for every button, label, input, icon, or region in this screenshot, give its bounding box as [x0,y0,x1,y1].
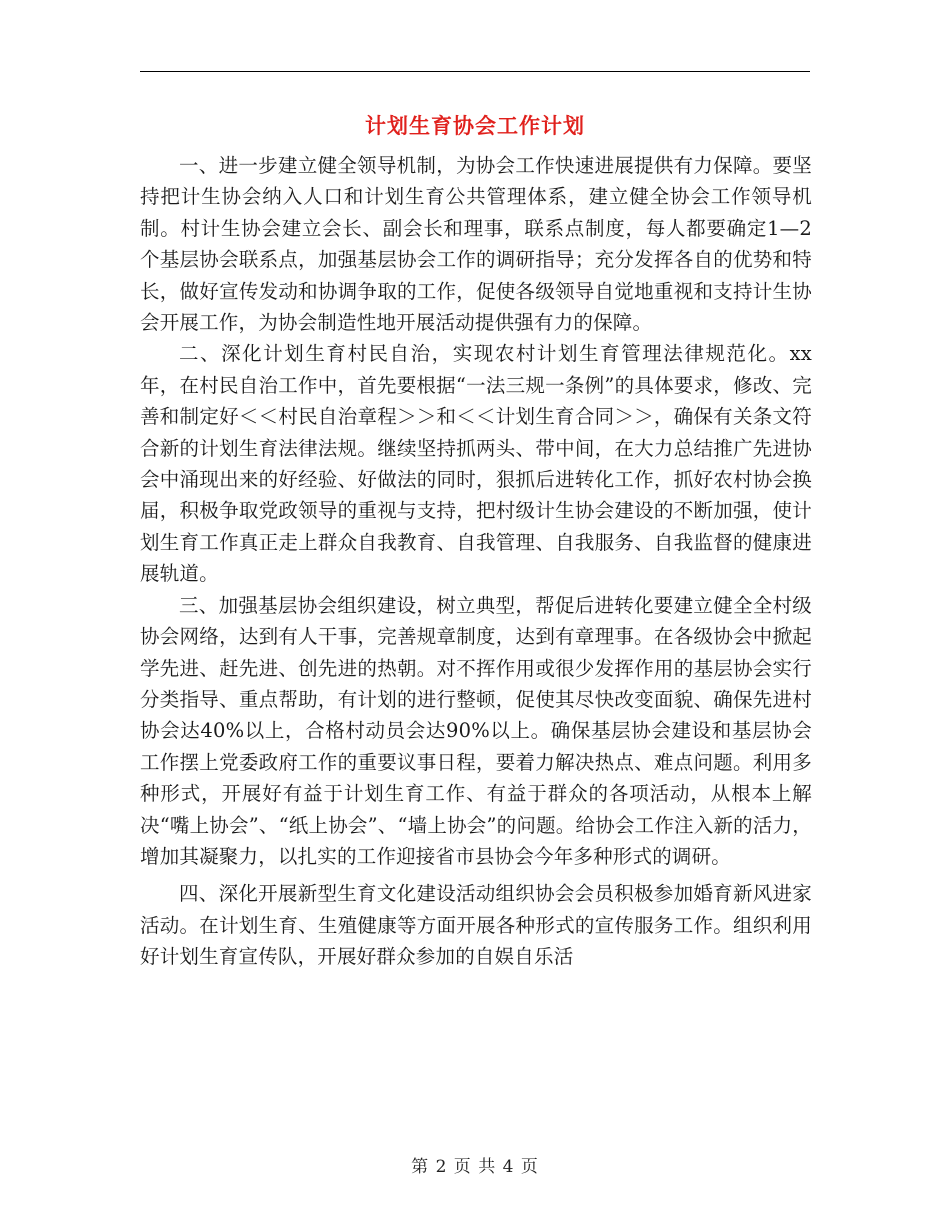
paragraph-2: 二、深化计划生育村民自治，实现农村计划生育管理法律规范化。xx年，在村民自治工作中，首先要根据“一法三规一条例”的具体要求，修改、完善和制定好＜＜村民自治章程＞＞和＜＜计划生育合同＞＞，确保有关条文符合新的计划生育法律法规。继续坚持抓两头、带中间，在大力总结推广先进协会中涌现出来的好经验、好做法的同时，狠抓后进转化工作，抓好农村协会换届，积极争取党政领导的重视与支持，把村级计生协会建设的不断加强，使计划生育工作真正走上群众自我教育、自我管理、自我服务、自我监督的健康进展轨道。 [140,342,812,586]
paragraph-4: 四、深化开展新型生育文化建设活动组织协会会员积极参加婚育新风进家活动。在计划生育、生殖健康等方面开展各种形式的宣传服务工作。组织利用好计划生育宣传队，开展好群众参加的自娱自乐活 [140,882,812,969]
header-rule [140,71,810,72]
page-number-footer: 第 2 页 共 4 页 [411,1157,539,1177]
document-title: 计划生育协会工作计划 [365,113,585,138]
paragraph-1: 一、进一步建立健全领导机制，为协会工作快速进展提供有力保障。要坚持把计生协会纳入人口和计划生育公共管理体系，建立健全协会工作领导机制。村计生协会建立会长、副会长和理事，联系点制度，每人都要确定1—2个基层协会联系点，加强基层协会工作的调研指导；充分发挥各自的优势和特长，做好宣传发动和协调争取的工作，促使各级领导自觉地重视和支持计生协会开展工作，为协会制造性地开展活动提供强有力的保障。 [140,154,812,335]
paragraph-3: 三、加强基层协会组织建设，树立典型，帮促后进转化要建立健全全村级协会网络，达到有人干事，完善规章制度，达到有章理事。在各级协会中掀起学先进、赶先进、创先进的热朝。对不挥作用或很少发挥作用的基层协会实行分类指导、重点帮助，有计划的进行整顿，促使其尽快改变面貌、确保先进村协会达40%以上，合格村动员会达90%以上。确保基层协会建设和基层协会工作摆上党委政府工作的重要议事日程，要着力解决热点、难点问题。利用多种形式，开展好有益于计划生育工作、有益于群众的各项活动，从根本上解决“嘴上协会”、“纸上协会”、“墙上协会”的问题。给协会工作注入新的活力，增加其凝聚力，以扎实的工作迎接省市县协会今年多种形式的调研。 [140,593,812,868]
document-body [140,150,812,973]
